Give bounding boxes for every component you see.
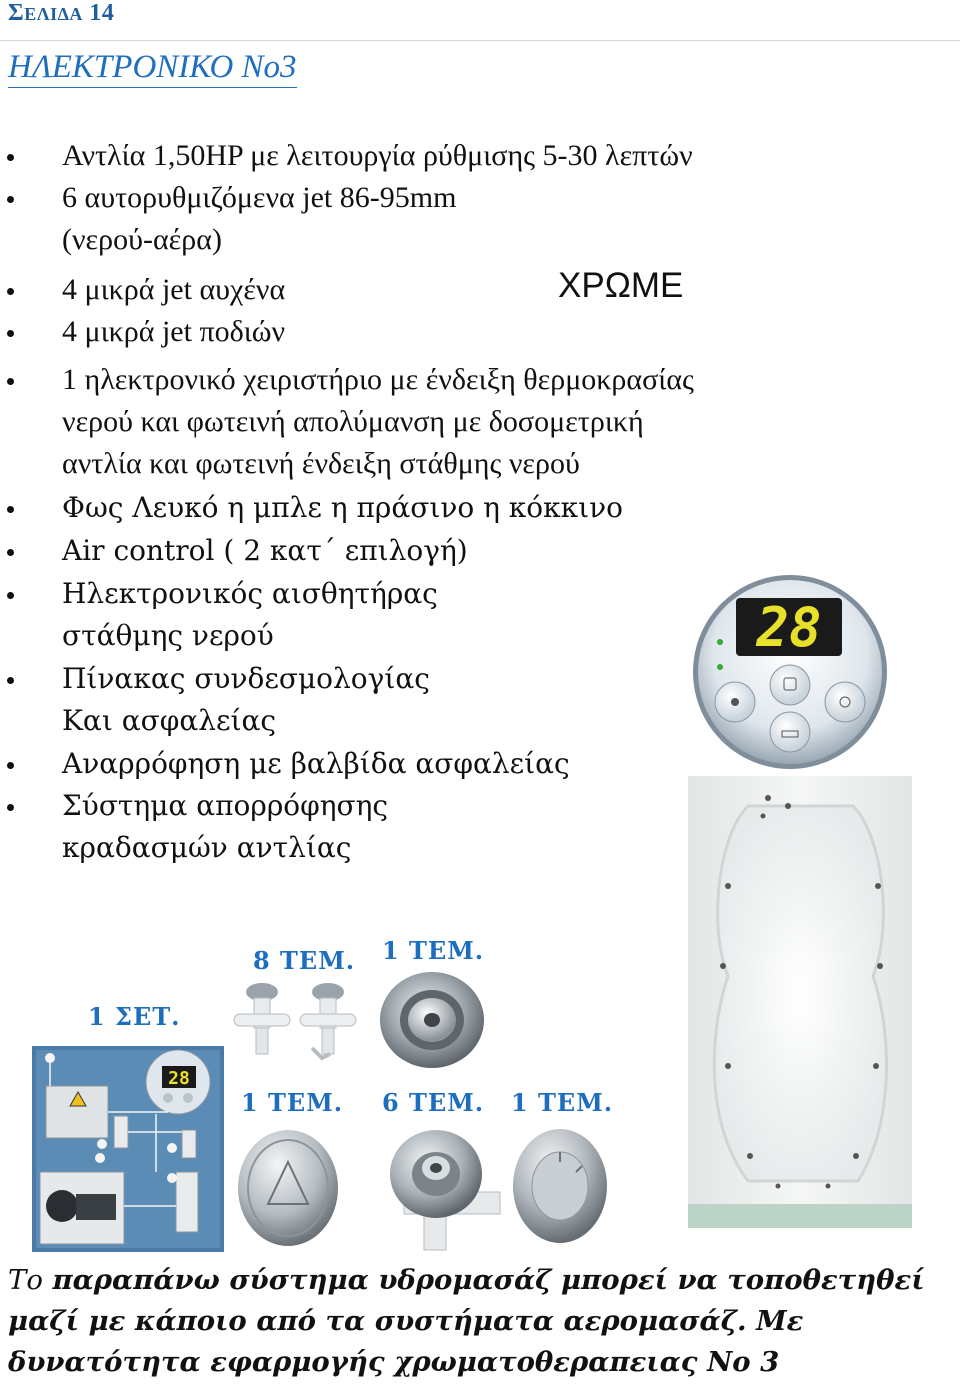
list-item: Αντλία 1,50HP με λειτουργία ρύθμισης 5-30 λεπτών — [0, 135, 940, 177]
list-item: Σύστημα απορρόφησης κραδασμών αντλίας — [0, 785, 940, 869]
document-title: ΗΛΕΚΤΡΟΝΙΚΟ Νο3 — [8, 48, 297, 88]
list-item: Φως Λευκό η μπλε η πράσινο η κόκκινο — [0, 487, 940, 529]
list-item: 4 μικρά jet ποδιών — [0, 311, 940, 353]
small-jets-image — [228, 978, 364, 1070]
page-number: ΣΕΛΙΔΑ 14 — [8, 0, 115, 26]
list-item: 6 αυτορυθμιζόμενα jet 86-95mm (νερού-αέρα) — [0, 177, 940, 261]
qty-light-label: 1 ΤΕΜ. — [382, 936, 485, 965]
light-image — [370, 968, 488, 1072]
air-button-image — [232, 1128, 340, 1252]
qty-jets-label: 6 ΤΕΜ. — [382, 1088, 485, 1117]
qty-air-button-label: 1 ΤΕΜ. — [241, 1088, 344, 1117]
qty-small-jets-label: 8 ΤΕΜ. — [253, 946, 356, 975]
air-control-image — [510, 1126, 610, 1248]
bathtub-image — [688, 776, 912, 1228]
list-item: Πίνακας συνδεσμολογίας Και ασφαλείας — [0, 658, 940, 742]
svg-text:28: 28 — [756, 596, 822, 659]
qty-set-label: 1 ΣΕΤ. — [88, 1002, 181, 1031]
footer-line-2: μαζί με κάποιο από τα συστήματα αερομασάζ. Με — [8, 1305, 804, 1337]
svg-text:28: 28 — [168, 1068, 190, 1089]
list-item: Ηλεκτρονικός αισθητήρας στάθμης νερού — [0, 573, 940, 657]
list-item: Air control ( 2 κατ΄ επιλογή) — [0, 530, 940, 572]
finish-label: ΧΡΩΜΕ — [558, 266, 684, 305]
list-item: Αναρρόφηση με βαλβίδα ασφαλείας — [0, 743, 940, 785]
footer-line-1: Το παραπάνω σύστημα υδρομασάζ μπορεί να τοποθετηθεί — [8, 1264, 925, 1296]
footer-note — [8, 1260, 958, 1383]
wiring-diagram-image — [32, 1046, 224, 1252]
qty-air-control-label: 1 ΤΕΜ. — [511, 1088, 614, 1117]
footer-line-3: δυνατότητα εφαρμογής χρωματοθεραπειας Νο 3 — [8, 1346, 780, 1378]
jet-image — [384, 1126, 502, 1254]
header-divider — [0, 40, 960, 41]
list-item: 1 ηλεκτρονικό χειριστήριο με ένδειξη θερμοκρασίας νερού και φωτεινή απολύμανση με δοσομετρική αντλία και φωτεινή ένδειξη στάθμης νερού — [0, 359, 940, 485]
list-item: 4 μικρά jet αυχένα — [0, 269, 940, 311]
control-panel-image — [690, 572, 890, 772]
